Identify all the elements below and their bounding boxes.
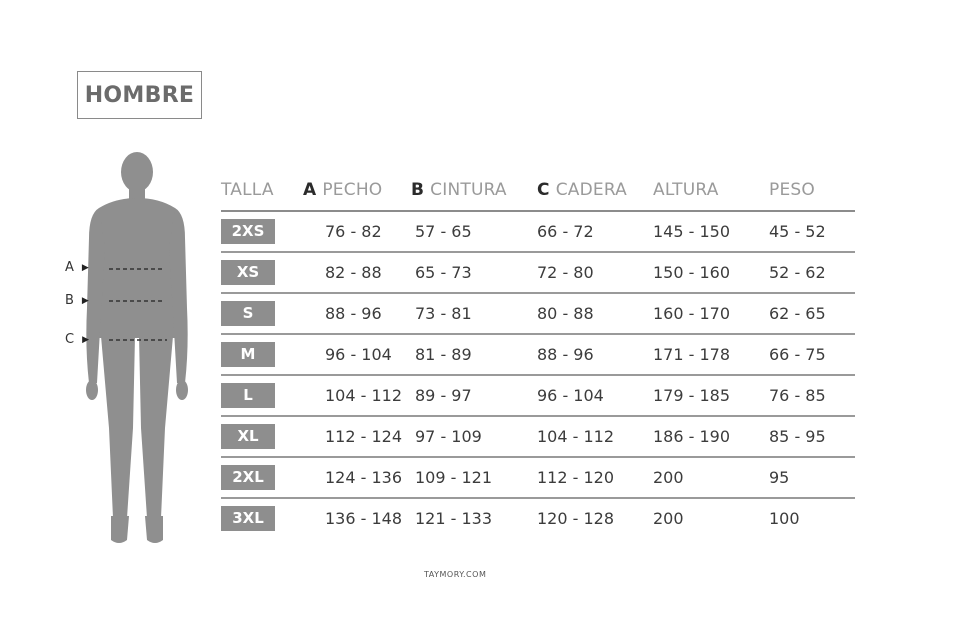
size-badge: 2XS	[221, 219, 275, 244]
size-badge: 2XL	[221, 465, 275, 490]
table-row	[221, 498, 855, 538]
cell-peso: 95	[769, 457, 855, 498]
cell-cintura: 89 - 97	[411, 375, 537, 416]
cell-peso: 52 - 62	[769, 252, 855, 293]
cell-altura: 145 - 150	[653, 211, 769, 252]
marker-c-label: C	[65, 332, 75, 347]
cell-pecho: 124 - 136	[303, 457, 411, 498]
marker-a	[65, 260, 89, 275]
table-row	[221, 457, 855, 498]
cell-cadera: 104 - 112	[537, 416, 653, 457]
arrow-right-icon: ▶	[82, 334, 89, 345]
cell-cintura: 97 - 109	[411, 416, 537, 457]
cell-pecho: 76 - 82	[303, 211, 411, 252]
cell-cintura: 65 - 73	[411, 252, 537, 293]
cell-peso: 76 - 85	[769, 375, 855, 416]
cell-cadera: 120 - 128	[537, 509, 615, 528]
cell-cadera: 66 - 72	[537, 211, 653, 252]
marker-c	[65, 332, 89, 347]
cell-cadera: 80 - 88	[537, 293, 653, 334]
cell-peso: 100	[769, 509, 800, 528]
size-badge: 3XL	[221, 506, 275, 531]
body-figure	[55, 148, 205, 553]
page-title: HOMBRE	[84, 82, 195, 108]
arrow-right-icon: ▶	[81, 295, 89, 306]
marker-b	[65, 293, 89, 308]
cell-altura: 160 - 170	[653, 293, 769, 334]
cell-pecho: 96 - 104	[303, 334, 411, 375]
header-altura: ALTURA	[653, 170, 769, 211]
table-row	[221, 375, 855, 416]
header-talla: TALLA	[221, 170, 303, 211]
size-badge: L	[221, 383, 275, 408]
cell-cadera: 96 - 104	[537, 375, 653, 416]
table-row	[221, 416, 855, 457]
table-row	[221, 293, 855, 334]
cell-cadera: 72 - 80	[537, 252, 653, 293]
cell-peso: 85 - 95	[769, 416, 855, 457]
cell-pecho: 82 - 88	[303, 252, 411, 293]
marker-a-label: A	[65, 260, 74, 275]
header-cintura: B CINTURA	[411, 170, 537, 211]
table-row	[221, 252, 855, 293]
arrow-right-icon: ▶	[81, 262, 89, 273]
cell-altura: 171 - 178	[653, 334, 769, 375]
cell-altura: 179 - 185	[653, 375, 769, 416]
cell-altura: 150 - 160	[653, 252, 769, 293]
table-row	[221, 334, 855, 375]
marker-b-label: B	[65, 293, 74, 308]
cell-cintura: 73 - 81	[411, 293, 537, 334]
size-badge: XS	[221, 260, 275, 285]
human-silhouette-icon	[55, 148, 205, 553]
cell-pecho: 104 - 112	[303, 375, 411, 416]
header-peso: PESO	[769, 170, 855, 211]
size-badge: S	[221, 301, 275, 326]
header-cadera: C CADERA	[537, 170, 653, 211]
table-row	[221, 211, 855, 252]
size-table	[221, 170, 855, 538]
cell-peso: 45 - 52	[769, 211, 855, 252]
cell-altura: 200	[653, 509, 684, 528]
table-header-row	[221, 170, 855, 211]
cell-pecho: 136 - 148	[325, 509, 403, 528]
cell-pecho: 112 - 124	[303, 416, 411, 457]
cell-cadera: 112 - 120	[537, 457, 653, 498]
cell-cintura: 121 - 133	[415, 509, 493, 528]
cell-pecho: 88 - 96	[303, 293, 411, 334]
header-pecho: A PECHO	[303, 170, 411, 211]
cell-cadera: 88 - 96	[537, 334, 653, 375]
cell-cintura: 81 - 89	[411, 334, 537, 375]
cell-peso: 62 - 65	[769, 293, 855, 334]
footer-url: TAYMORY.COM	[424, 570, 487, 579]
title-box	[77, 71, 202, 119]
cell-peso: 66 - 75	[769, 334, 855, 375]
cell-altura: 186 - 190	[653, 416, 769, 457]
cell-cintura: 109 - 121	[411, 457, 537, 498]
size-badge: M	[221, 342, 275, 367]
cell-cintura: 57 - 65	[411, 211, 537, 252]
size-badge: XL	[221, 424, 275, 449]
cell-altura: 200	[653, 457, 769, 498]
